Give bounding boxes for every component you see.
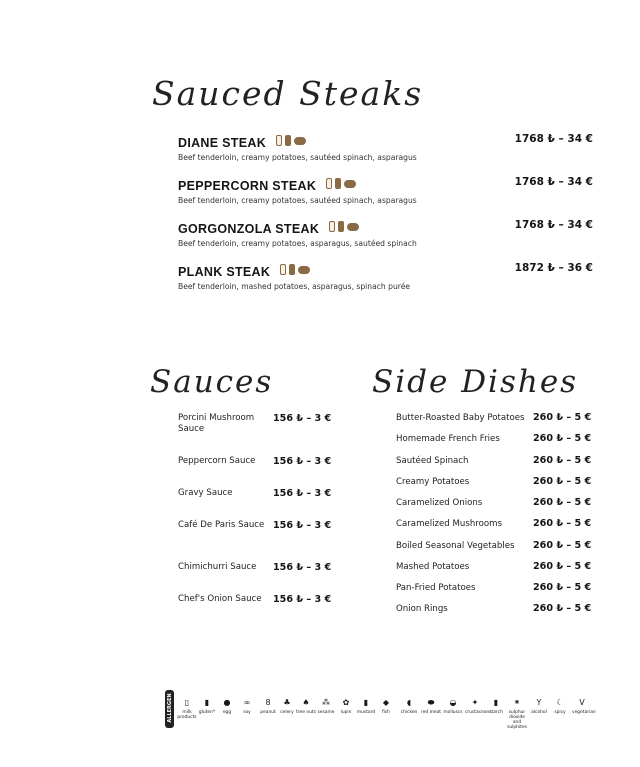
- sauce-price: 156 ₺ – 3 €: [273, 594, 332, 605]
- side-price: 260 ₺ – 5 €: [533, 603, 592, 614]
- sauce-name: Café De Paris Sauce: [178, 520, 265, 530]
- fish-icon: ◆: [382, 698, 390, 707]
- allergen-mustard: ▮ mustard: [356, 698, 376, 715]
- allergen-spicy: ☾ spicy: [550, 698, 570, 715]
- sauce-name: Porcini Mushroom Sauce: [178, 413, 255, 434]
- tree-nuts-icon: ♠: [302, 698, 310, 707]
- sauce-item: [178, 520, 338, 531]
- sides-section-title: Side Dishes: [372, 364, 579, 400]
- side-price: 260 ₺ – 5 €: [533, 582, 592, 593]
- gluten-icon: ▮: [204, 698, 210, 707]
- side-item: [396, 519, 596, 529]
- side-item: [396, 456, 596, 466]
- milk-icon: [276, 135, 282, 146]
- sauce-item: [178, 562, 338, 573]
- starch-icon: ▮: [493, 698, 499, 707]
- allergen-molluscs: ◒ molluscs: [443, 698, 463, 715]
- allergen-title: ALLERGEN: [167, 693, 173, 723]
- sauce-price: 156 ₺ – 3 €: [273, 413, 332, 424]
- allergen-starch: ▮ starch: [486, 698, 506, 715]
- allergen-celery: ♣ celery: [277, 698, 297, 715]
- sauce-price: 156 ₺ – 3 €: [273, 562, 332, 573]
- red-meat-icon: [344, 180, 356, 188]
- side-item: [396, 413, 596, 423]
- allergen-fish: ◆ fish: [376, 698, 396, 715]
- side-item: [396, 583, 596, 593]
- spicy-icon: ☾: [556, 698, 564, 707]
- allergen-sulphur-dioxide: ⁕ sulphur dioxide and sulphites: [507, 698, 527, 730]
- allergen-sesame: ⁂ sesame: [317, 698, 335, 715]
- allergen-milk: ▯ milk products: [177, 698, 197, 720]
- side-item: [396, 604, 596, 614]
- menu-item-plank-steak: [178, 261, 596, 291]
- menu-item-gorgonzola-steak: [178, 218, 596, 248]
- menu-item-peppercorn-steak: [178, 175, 596, 205]
- molluscs-icon: ◒: [449, 698, 457, 707]
- item-description: Beef tenderloin, creamy potatoes, sautéed spinach, asparagus: [178, 153, 417, 162]
- alcohol-icon: Y: [536, 698, 542, 707]
- item-price: 1872 ₺ – 36 €: [514, 262, 593, 274]
- item-price: 1768 ₺ – 34 €: [514, 176, 593, 188]
- mustard-icon: [335, 178, 341, 189]
- side-price: 260 ₺ – 5 €: [533, 455, 592, 466]
- allergen-icons: [329, 221, 359, 232]
- egg-icon: ●: [223, 698, 231, 707]
- menu-item-diane-steak: [178, 132, 596, 162]
- side-name: Boiled Seasonal Vegetables: [396, 541, 515, 551]
- sauce-item: [178, 456, 338, 467]
- allergen-chicken: ◖ chicken: [400, 698, 418, 715]
- side-name: Caramelized Onions: [396, 498, 483, 508]
- sauce-name: Gravy Sauce: [178, 488, 233, 498]
- mustard-icon: [338, 221, 344, 232]
- milk-icon: ▯: [184, 698, 190, 707]
- mustard-icon: ▮: [363, 698, 369, 707]
- side-price: 260 ₺ – 5 €: [533, 433, 592, 444]
- allergen-crustaceans: ✦ crustaceans: [465, 698, 492, 715]
- side-price: 260 ₺ – 5 €: [533, 540, 592, 551]
- item-price: 1768 ₺ – 34 €: [514, 219, 593, 231]
- sulphur-dioxide-icon: ⁕: [513, 698, 521, 707]
- side-name: Onion Rings: [396, 604, 448, 614]
- allergen-egg: ● egg: [217, 698, 237, 715]
- allergen-vegetarian: V vegetarian: [572, 698, 596, 715]
- item-name: PLANK STEAK: [178, 265, 271, 279]
- sauce-price: 156 ₺ – 3 €: [273, 520, 332, 531]
- side-name: Caramelized Mushrooms: [396, 519, 502, 529]
- allergen-red-meat: ⬬ red meat: [421, 698, 441, 715]
- allergen-soy: ∞ soy: [237, 698, 257, 715]
- side-price: 260 ₺ – 5 €: [533, 561, 592, 572]
- side-price: 260 ₺ – 5 €: [533, 518, 592, 529]
- item-name: DIANE STEAK: [178, 136, 267, 150]
- allergen-icons: [276, 135, 306, 146]
- sauce-name: Peppercorn Sauce: [178, 456, 256, 466]
- side-name: Mashed Potatoes: [396, 562, 470, 572]
- sauces-section-title: Sauces: [150, 364, 274, 400]
- sauce-item: [178, 488, 338, 499]
- side-name: Butter-Roasted Baby Potatoes: [396, 413, 525, 423]
- milk-icon: [329, 221, 335, 232]
- sauce-name: Chimichurri Sauce: [178, 562, 257, 572]
- red-meat-icon: [347, 223, 359, 231]
- sesame-icon: ⁂: [322, 698, 330, 707]
- side-price: 260 ₺ – 5 €: [533, 412, 592, 423]
- item-name: GORGONZOLA STEAK: [178, 222, 320, 236]
- mustard-icon: [289, 264, 295, 275]
- sauce-name: Chef's Onion Sauce: [178, 594, 262, 604]
- red-meat-icon: ⬬: [427, 698, 435, 707]
- side-item: [396, 541, 596, 551]
- allergen-alcohol: Y alcohol: [529, 698, 549, 715]
- side-item: [396, 562, 596, 572]
- crustaceans-icon: ✦: [471, 698, 479, 707]
- steaks-section-title: Sauced Steaks: [152, 74, 424, 113]
- side-name: Sautéed Spinach: [396, 456, 469, 466]
- allergen-gluten: ▮ gluten*: [198, 698, 216, 715]
- soy-icon: ∞: [243, 698, 251, 707]
- allergen-legend: [165, 688, 605, 738]
- side-name: Pan-Fried Potatoes: [396, 583, 476, 593]
- red-meat-icon: [294, 137, 306, 145]
- allergen-tag: [165, 690, 174, 728]
- item-description: Beef tenderloin, creamy potatoes, asparagus, sautéed spinach: [178, 239, 417, 248]
- side-item: [396, 498, 596, 508]
- side-item: [396, 477, 596, 487]
- milk-icon: [326, 178, 332, 189]
- allergen-icons: [280, 264, 310, 275]
- side-price: 260 ₺ – 5 €: [533, 497, 592, 508]
- allergen-icons: [326, 178, 356, 189]
- celery-icon: ♣: [283, 698, 291, 707]
- item-description: Beef tenderloin, creamy potatoes, sautéed spinach, asparagus: [178, 196, 417, 205]
- sauce-price: 156 ₺ – 3 €: [273, 456, 332, 467]
- vegetarian-icon: V: [579, 698, 585, 707]
- allergen-peanut: 8 peanut: [258, 698, 278, 715]
- side-name: Creamy Potatoes: [396, 477, 470, 487]
- item-price: 1768 ₺ – 34 €: [514, 133, 593, 145]
- sauce-item: [178, 594, 338, 605]
- red-meat-icon: [298, 266, 310, 274]
- side-name: Homemade French Fries: [396, 434, 500, 444]
- milk-icon: [280, 264, 286, 275]
- lupin-icon: ✿: [342, 698, 350, 707]
- allergen-lupin: ✿ lupin: [336, 698, 356, 715]
- side-item: [396, 434, 596, 444]
- sauce-item: [178, 413, 338, 435]
- item-name: PEPPERCORN STEAK: [178, 179, 317, 193]
- chicken-icon: ◖: [406, 698, 412, 707]
- mustard-icon: [285, 135, 291, 146]
- sauce-price: 156 ₺ – 3 €: [273, 488, 332, 499]
- peanut-icon: 8: [265, 698, 271, 707]
- side-price: 260 ₺ – 5 €: [533, 476, 592, 487]
- item-description: Beef tenderloin, mashed potatoes, asparagus, spinach purée: [178, 282, 411, 291]
- allergen-tree-nuts: ♠ tree nuts: [296, 698, 316, 715]
